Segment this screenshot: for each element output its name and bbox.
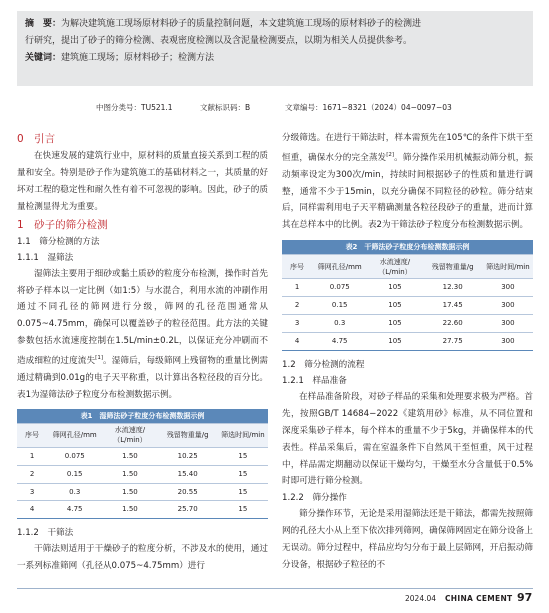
- table-cell: 15.40: [158, 465, 218, 483]
- table-cell: 0.15: [47, 465, 102, 483]
- footer-issue: 2024.04: [405, 594, 437, 603]
- table-cell: 20.55: [158, 483, 218, 501]
- page-number: 97: [517, 591, 533, 604]
- abstract-line-1: [17, 11, 533, 33]
- table-cell: 105: [367, 315, 422, 333]
- heading-1-1-1: 1.1.1 湿筛法: [17, 252, 74, 263]
- table-cell: 105: [367, 279, 422, 297]
- wet-sieve-paragraph: [17, 266, 268, 404]
- citation-2: [2]: [386, 151, 395, 158]
- dry-sieve-paragraph: 干筛法则适用于干燥砂子的粒度分析，不涉及水的使用，通过一系列标准筛网（孔径从0.075~4.75mm）进行: [17, 544, 268, 572]
- table-cell: 1: [17, 447, 47, 465]
- table-cell: 300: [483, 315, 533, 333]
- table-cell: 17.45: [423, 297, 483, 315]
- table-1: [17, 409, 268, 520]
- left-column: [17, 130, 268, 575]
- table-cell: 1.50: [102, 465, 157, 483]
- table-2-header: 水流速度/（L/min）: [367, 255, 422, 279]
- table-cell: 0.075: [312, 279, 367, 297]
- heading-1-1-2: 1.1.2 干筛法: [17, 528, 74, 539]
- table-cell: 105: [367, 333, 422, 350]
- table-cell: 2: [17, 465, 47, 483]
- wet-text-2: 。湿筛后，每级筛网上残留物的重量比例需通过精确到0.01g的电子天平称重，以计算出各粒径段的百分比。表1为湿筛法砂子粒度分布检测数据示例。: [17, 356, 268, 400]
- right-text-2: 。筛分操作采用机械振动筛分机，振动频率设定为300次/min，持续时间根据砂子的性质和量进行调整，通常不少于15min，以充分确保不同粒径的砂粒。筛分结束后，同样需利用电子天平精确测量各粒径段砂子的重量，进而计算其在总样本中的比例。表2为干筛法砂子粒度分布检测数据示例。: [282, 152, 533, 231]
- table-cell: 15: [218, 447, 268, 465]
- keywords-line: [17, 50, 533, 67]
- table-1-header: 水流速度/（L/min）: [102, 423, 157, 447]
- right-column: [282, 130, 533, 574]
- table-row: [282, 333, 533, 350]
- table-2: [282, 240, 533, 351]
- table-cell: 0.15: [312, 297, 367, 315]
- table-cell: 300: [483, 333, 533, 350]
- right-text-1: 分级筛选。在进行干筛法时，样本需预先在105℃的条件下烘干至恒重，确保水分的完全蒸发: [282, 133, 533, 163]
- table-cell: 0.3: [312, 315, 367, 333]
- table-row: [17, 447, 268, 465]
- table-2-title: 表2 干筛法砂子粒度分布检测数据示例: [282, 240, 533, 254]
- table-cell: 300: [483, 279, 533, 297]
- heading-1-2: 1.2 筛分检测的流程: [282, 359, 365, 370]
- table-row: [17, 465, 268, 483]
- intro-paragraph: 在快速发展的建筑行业中，原材料的质量直接关系到工程的质量和安全。特别是砂子作为建筑施工的基础材料之一，其质量的好坏对工程的稳定性和耐久性有着不可忽视的影响。因此，砂子的质量检测显得尤为重要。: [17, 151, 268, 212]
- table-cell: 4: [282, 333, 312, 350]
- table-2-header: 残留物重量/g: [423, 255, 483, 279]
- sieving-operation-paragraph: 筛分操作环节，无论是采用湿筛法还是干筛法，都需先按照筛网的孔径大小从上至下依次排列筛网，确保筛网固定在筛分设备上无误动。筛分过程中，样品应均匀分布于最上层筛网，开启振动筛分设备，根据砂子粒径的不: [282, 509, 533, 571]
- table-1-header: 序号: [17, 423, 47, 447]
- table-cell: 3: [17, 483, 47, 501]
- table-1-header: 筛选时间/min: [218, 423, 268, 447]
- table-cell: 4: [17, 501, 47, 518]
- table-cell: 27.75: [423, 333, 483, 350]
- table-row: [282, 315, 533, 333]
- table-cell: 12.30: [423, 279, 483, 297]
- table-1-title: 表1 湿筛法砂子粒度分布检测数据示例: [17, 409, 268, 423]
- table-cell: 1.50: [102, 447, 157, 465]
- abstract-text-1: 为解决建筑施工现场原材料砂子的质量控制问题，本文建筑施工现场的原材料砂子的检测进: [61, 19, 422, 29]
- table-2-header: 序号: [282, 255, 312, 279]
- table-cell: 0.075: [47, 447, 102, 465]
- table-cell: 1.50: [102, 483, 157, 501]
- table-cell: 1: [282, 279, 312, 297]
- sample-prep-paragraph: 在样品准备阶段，对砂子样品的采集和处理要求极为严格。首先，按照GB/T 14684−2022《建筑用砂》标准，从不同位置和深度采集砂子样本，每个样本的重量不少于5kg，并确保样本的代表性。样品采集后，需在室温条件下自然风干至恒重，风干过程中，样品需定期翻动以保证干燥均匀，干燥至水分含量低于0.5%时即可进行筛分检测。: [282, 391, 533, 487]
- footer-journal: CHINA CEMENT: [445, 594, 513, 603]
- table-cell: 10.25: [158, 447, 218, 465]
- table-row: [282, 279, 533, 297]
- table-cell: 1.50: [102, 501, 157, 518]
- table-cell: 15: [218, 501, 268, 518]
- table-cell: 22.60: [423, 315, 483, 333]
- table-cell: 4.75: [47, 501, 102, 518]
- heading-1-1: 1.1 筛分检测的方法: [17, 236, 100, 247]
- right-top-paragraph: [282, 130, 533, 234]
- table-cell: 3: [282, 315, 312, 333]
- wet-text-1: 湿筛法主要用于细砂或黏土质砂的粒度分布检测，操作时首先将砂子样本以一定比例（如1:5）与水混合，利用水流的冲刷作用通过不同孔径的筛网进行分级，筛网的孔径范围通常从0.075~4.75mm，确保可以覆盖砂子的粒径范围。此方法的关键参数包括水流速度控制在1.5L/min±0.2L，以保证充分冲刷而不造成细粒的过度流失: [17, 268, 268, 367]
- table-cell: 15: [218, 483, 268, 501]
- table-1-grid: [17, 423, 268, 519]
- clc-number: 中图分类号：TU521.1: [96, 103, 173, 112]
- table-cell: 15: [218, 465, 268, 483]
- keywords-text: 建筑施工现场；原材料砂子；检测方法: [61, 53, 215, 63]
- table-cell: 25.70: [158, 501, 218, 518]
- table-2-header: 筛选时间/min: [483, 255, 533, 279]
- table-1-header: 残留物重量/g: [158, 423, 218, 447]
- table-2-header: 筛网孔径/mm: [312, 255, 367, 279]
- abstract-line-2: 行研究，提出了砂子的筛分检测、表观密度检测以及含泥量检测要点，以期为相关人员提供参考。: [25, 36, 413, 46]
- heading-1-2-2: 1.2.2 筛分操作: [282, 493, 347, 504]
- table-2-grid: [282, 254, 533, 350]
- table-cell: 0.3: [47, 483, 102, 501]
- footer-rule: [17, 588, 533, 589]
- heading-intro: 0 引言: [17, 133, 56, 145]
- table-cell: 2: [282, 297, 312, 315]
- heading-1-2-1: 1.2.1 样品准备: [282, 375, 347, 386]
- abstract-box: [17, 11, 533, 86]
- keywords-label: 关键词：: [25, 53, 62, 63]
- table-row: [17, 483, 268, 501]
- table-cell: 300: [483, 297, 533, 315]
- table-cell: 105: [367, 297, 422, 315]
- table-1-header: 筛网孔径/mm: [47, 423, 102, 447]
- table-row: [17, 501, 268, 518]
- heading-section-1: 1 砂子的筛分检测: [17, 218, 108, 231]
- table-cell: 4.75: [312, 333, 367, 350]
- doc-code: 文献标识码：B: [200, 103, 251, 112]
- citation-1: [1]: [95, 355, 103, 362]
- abstract-label: 摘 要：: [25, 19, 62, 29]
- article-number: 文章编号：1671−8321（2024）04−0097−03: [285, 103, 452, 112]
- table-row: [282, 297, 533, 315]
